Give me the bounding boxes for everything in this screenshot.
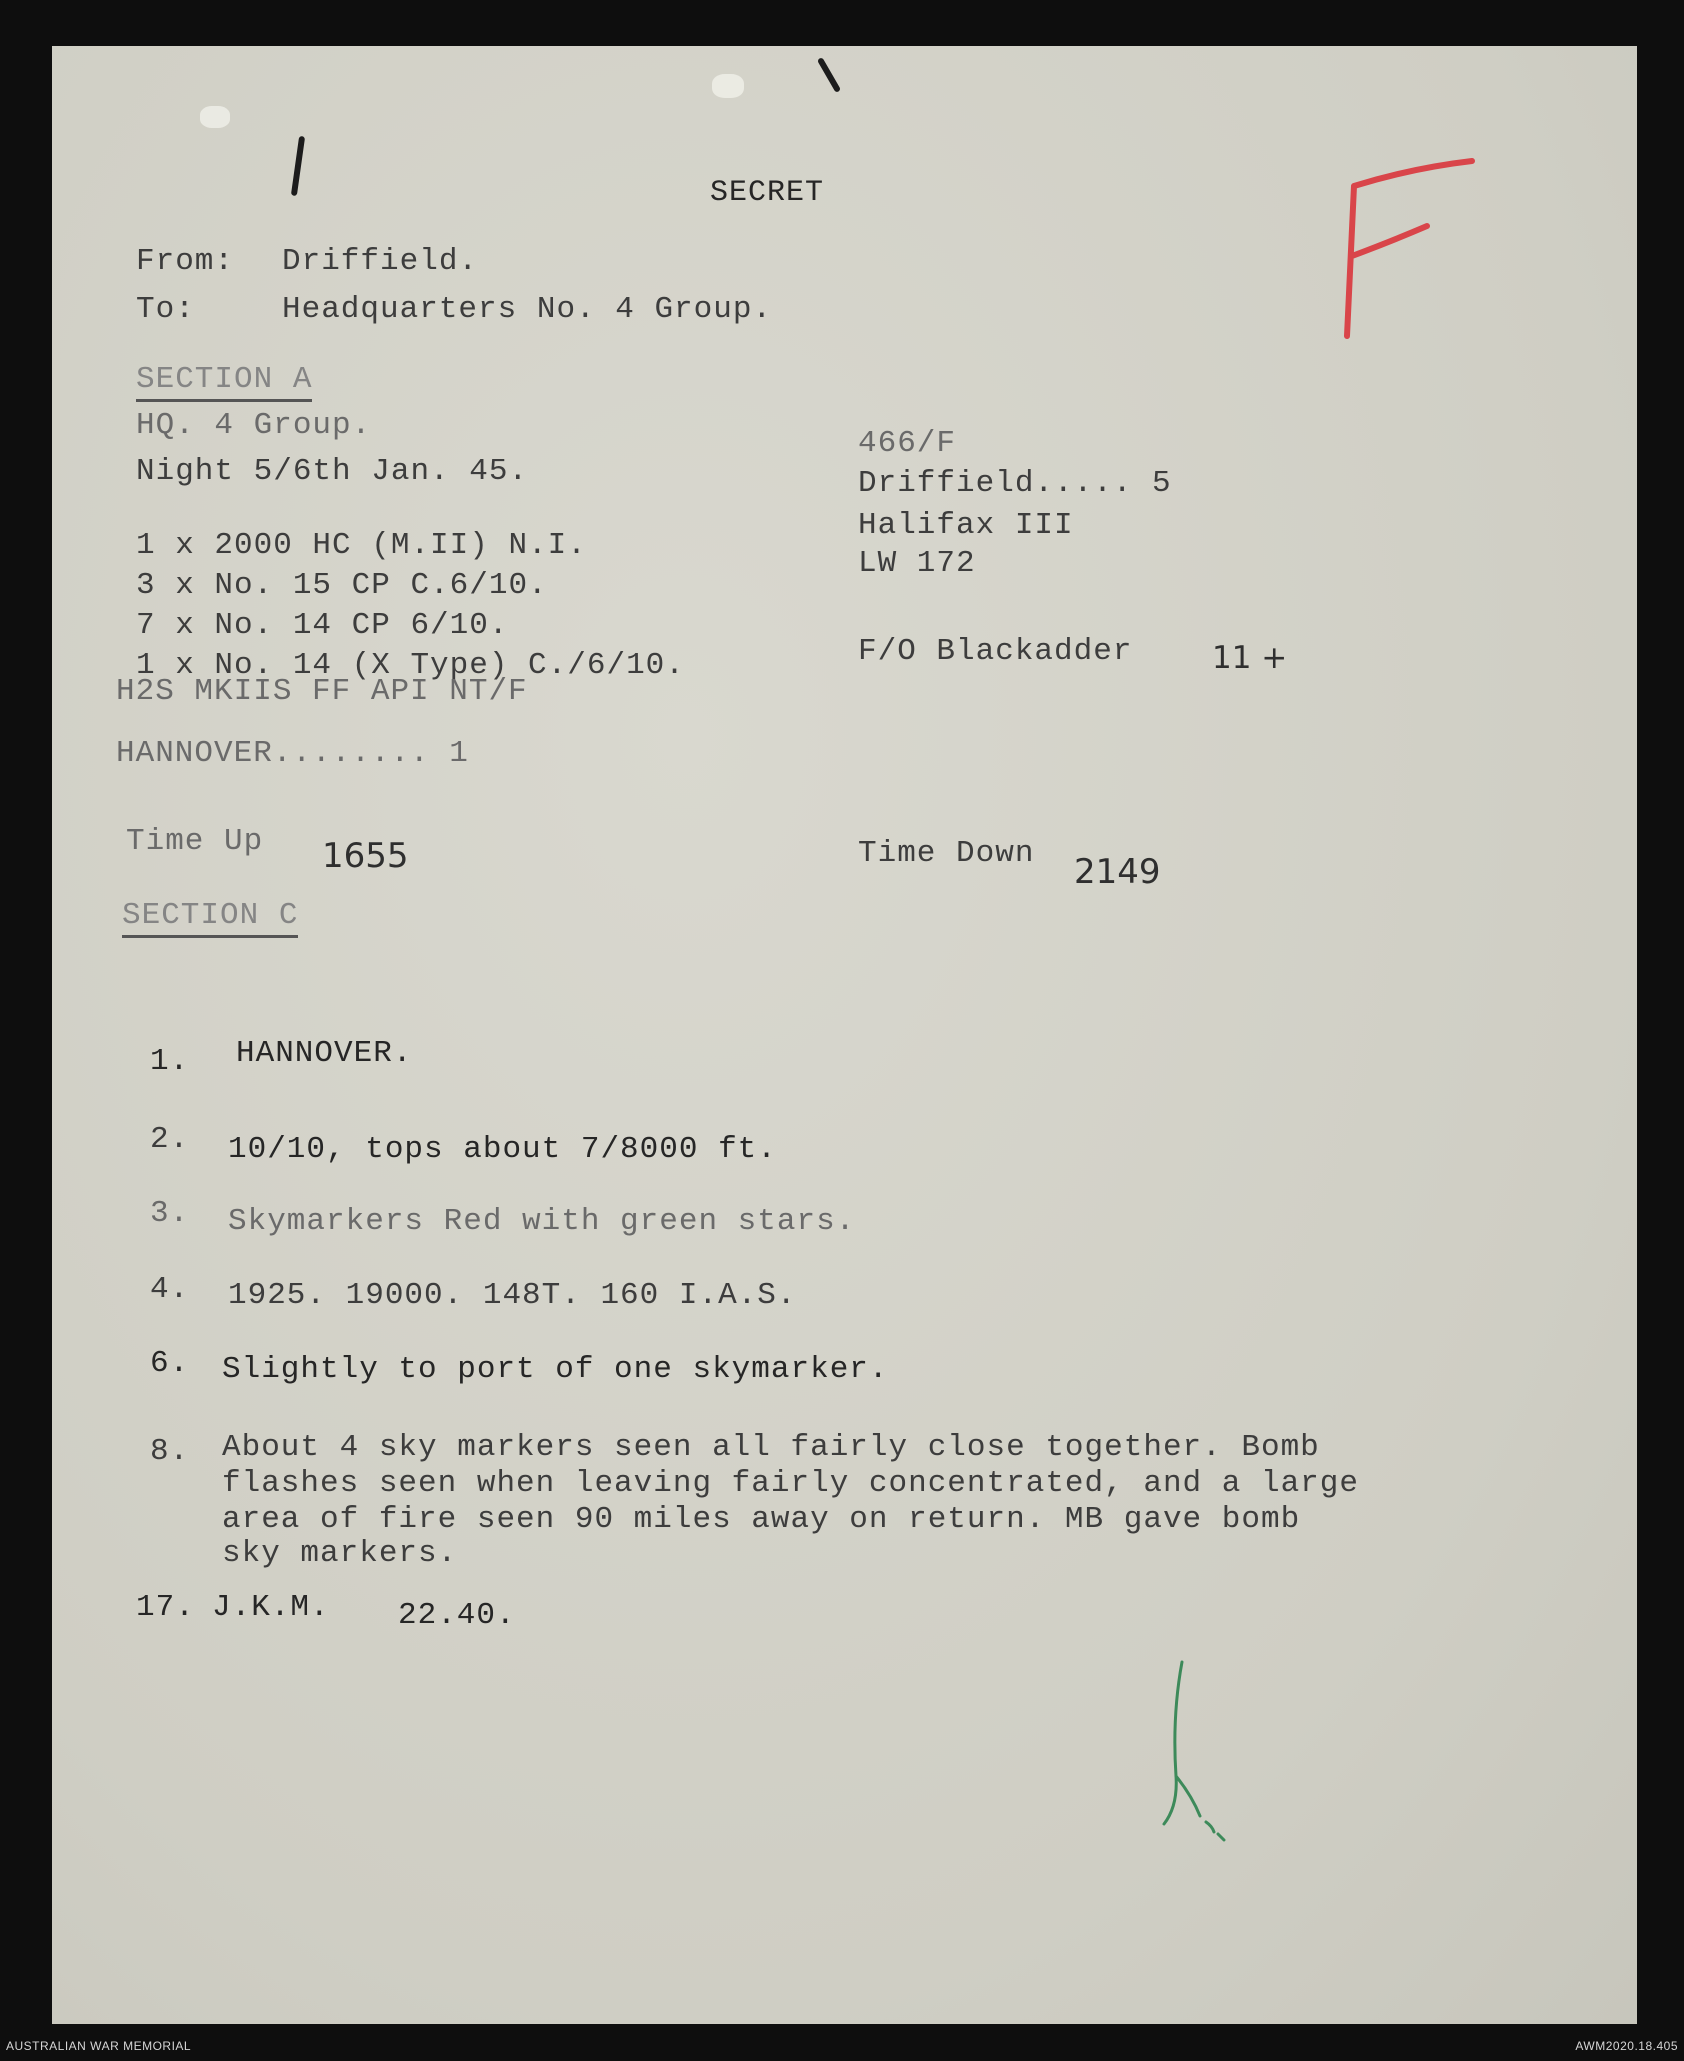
document-page [52, 46, 1637, 2024]
item-17-time: 22.40. [398, 1598, 516, 1633]
item-8-line-3: area of fire seen 90 miles away on return. MB gave bomb [222, 1502, 1301, 1537]
to-value: Headquarters No. 4 Group. [282, 292, 773, 327]
night-line: Night 5/6th Jan. 45. [136, 454, 529, 489]
group-line: HQ. 4 Group. [136, 408, 372, 443]
item-2-number: 2. [150, 1122, 190, 1157]
station-line: Driffield..... 5 [858, 466, 1172, 501]
time-up-value: 1655 [322, 836, 409, 876]
pilot-name: F/O Blackadder [858, 634, 1133, 669]
item-4-number: 4. [150, 1272, 190, 1307]
to-label: To: [136, 292, 195, 327]
item-1-number: 1. [150, 1044, 190, 1079]
aircraft-serial: LW 172 [858, 546, 976, 581]
item-3-text: Skymarkers Red with green stars. [228, 1204, 856, 1239]
crew-count: 11 + [1212, 640, 1288, 676]
item-8-line-1: About 4 sky markers seen all fairly close together. Bomb [222, 1430, 1320, 1465]
bomb-load-1: 1 x 2000 HC (M.II) N.I. [136, 528, 587, 563]
aircraft-type: Halifax III [858, 508, 1074, 543]
bomb-load-2: 3 x No. 15 CP C.6/10. [136, 568, 548, 603]
item-1-text: HANNOVER. [236, 1036, 413, 1071]
footer-right: AWM2020.18.405 [1575, 2039, 1678, 2053]
item-17-initials: J.K.M. [212, 1590, 330, 1625]
from-label: From: [136, 244, 235, 279]
footer-left: AUSTRALIAN WAR MEMORIAL [6, 2039, 192, 2053]
target-line: HANNOVER........ 1 [116, 736, 469, 771]
reference-number: 466/F [858, 426, 957, 461]
punch-hole-left [200, 106, 230, 128]
red-f-mark [1322, 156, 1502, 356]
item-3-number: 3. [150, 1196, 190, 1231]
item-8-line-4: sky markers. [222, 1536, 458, 1571]
punch-hole-right [712, 74, 744, 98]
classification-heading: SECRET [710, 176, 825, 210]
tear-mark-left [291, 136, 305, 196]
item-8-line-2: flashes seen when leaving fairly concentrated, and a large [222, 1466, 1359, 1501]
item-17-number: 17. [136, 1590, 195, 1625]
from-value: Driffield. [282, 244, 479, 279]
item-4-text: 1925. 19000. 148T. 160 I.A.S. [228, 1278, 797, 1313]
green-initial-signature [1142, 1656, 1252, 1846]
item-2-text: 10/10, tops about 7/8000 ft. [228, 1132, 777, 1167]
bomb-load-4: 1 x No. 14 (X Type) C./6/10. [136, 648, 685, 683]
tear-mark-right [817, 57, 841, 93]
item-6-number: 6. [150, 1346, 190, 1381]
item-8-number: 8. [150, 1434, 190, 1469]
section-a-heading: SECTION A [136, 362, 312, 402]
time-down-label: Time Down [858, 836, 1035, 871]
item-6-text: Slightly to port of one skymarker. [222, 1352, 889, 1387]
time-up-label: Time Up [126, 824, 264, 859]
equipment-line: H2S MKIIS FF API NT/F [116, 674, 528, 709]
bomb-load-3: 7 x No. 14 CP 6/10. [136, 608, 509, 643]
time-down-value: 2149 [1074, 852, 1161, 892]
section-c-heading: SECTION C [122, 898, 298, 938]
